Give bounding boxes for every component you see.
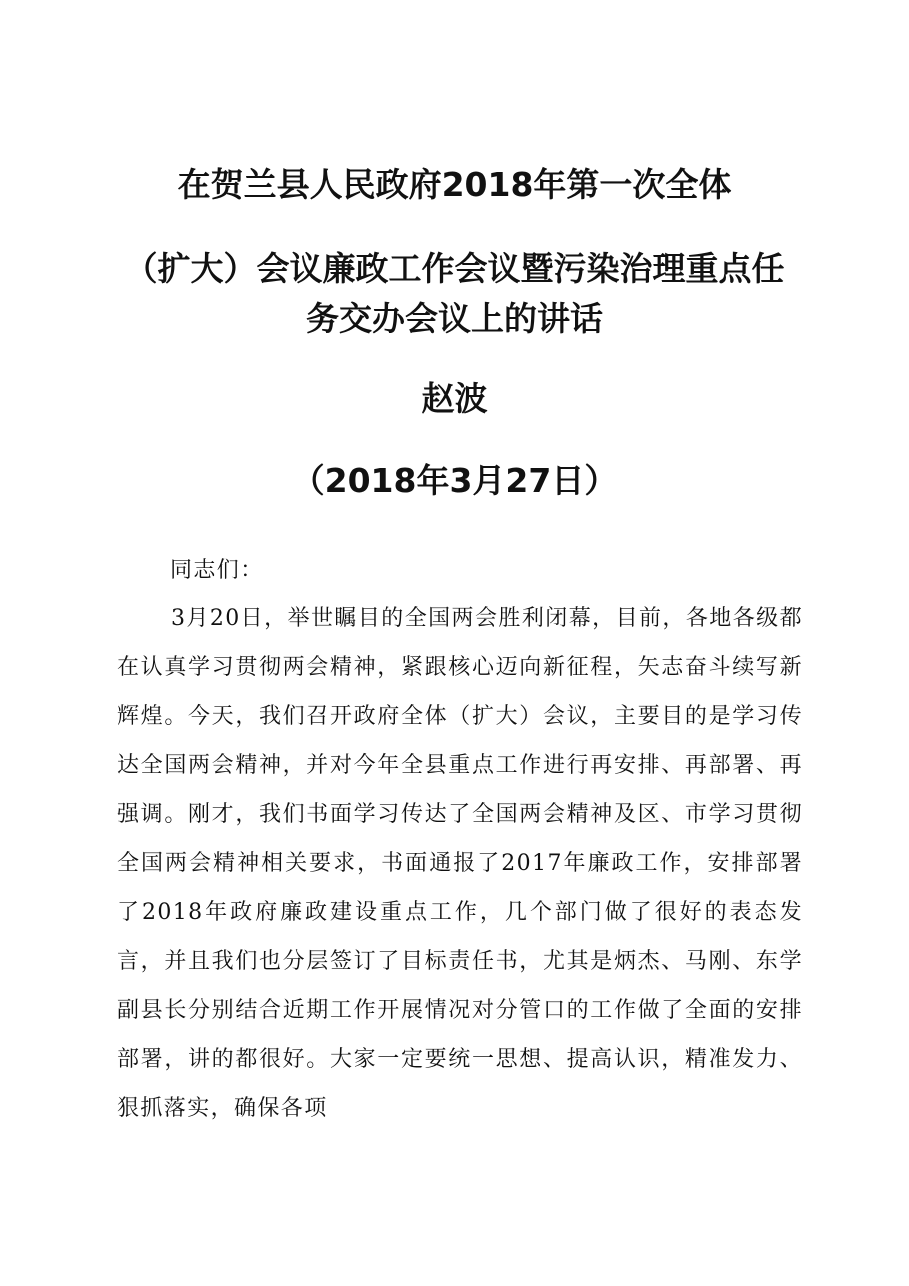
- author-name: 赵波: [421, 379, 488, 418]
- body-paragraph: 3月20日，举世瞩目的全国两会胜利闭幕，目前，各地各级都在认真学习贯彻两会精神，紧跟核心迈向新征程，矢志奋斗续写新辉煌。今天，我们召开政府全体（扩大）会议，主要目的是学习传达全国两会精神，并对今年全县重点工作进行再安排、再部署、再强调。刚才，我们书面学习传达了全国两会精神及区、市学习贯彻全国两会精神相关要求，书面通报了2017年廉政工作，安排部署了2018年政府廉政建设重点工作，几个部门做了很好的表态发言，并且我们也分层签订了目标责任书，尤其是炳杰、马刚、东学副县长分别结合近期工作开展情况对分管口的工作做了全面的安排部署，讲的都很好。大家一定要统一思想、提高认识，精准发力、狠抓落实，确保各项: [117, 606, 803, 1121]
- document-title-line-1: 在贺兰县人民政府2018年第一次全体: [177, 165, 732, 204]
- document-title-line-2: （扩大）会议廉政工作会议暨污染治理重点任: [124, 249, 785, 288]
- speech-date: （2018年3月27日）: [291, 461, 618, 500]
- document-title-line-3: 务交办会议上的讲话: [306, 299, 603, 338]
- greeting: 同志们：: [170, 558, 264, 583]
